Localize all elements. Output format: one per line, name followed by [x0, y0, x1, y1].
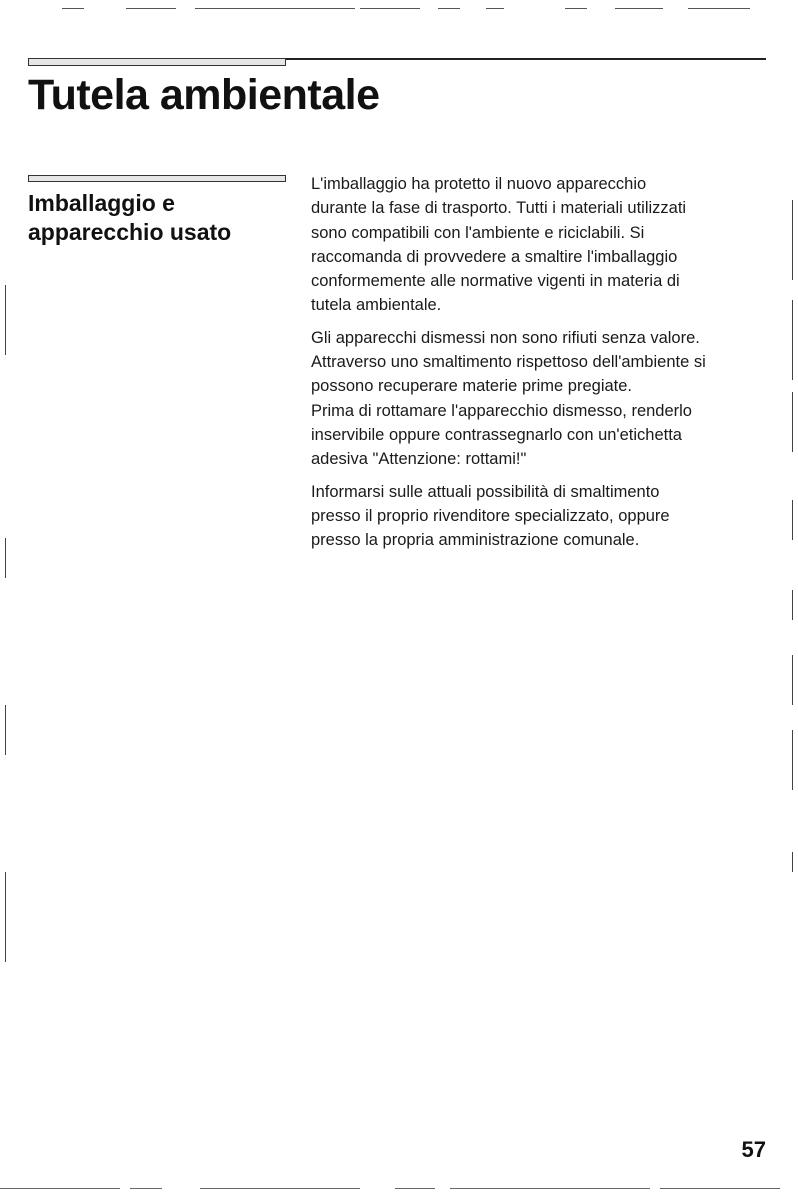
section-heading-line-2: apparecchio usato [28, 219, 232, 245]
scan-mark-right [792, 590, 793, 620]
title-rule-box [28, 58, 286, 66]
scan-mark-right [792, 500, 793, 540]
section-rule-box [28, 175, 286, 182]
scan-mark-right [792, 655, 793, 705]
title-rule-line [286, 58, 766, 60]
page-number: 57 [741, 1137, 766, 1162]
text-line: tutela ambientale. [311, 296, 442, 315]
text-line: Prima di rottamare l'apparecchio dismesso, renderlo [311, 401, 692, 420]
scan-mark-right [792, 300, 793, 380]
paragraph-old-appliance [311, 326, 771, 472]
text-line: Attraverso uno smaltimento rispettoso dell'ambiente si [311, 353, 706, 372]
page-title: Tutela ambientale [28, 71, 380, 119]
text-line: presso la propria amministrazione comunale. [311, 531, 640, 550]
text-line: presso il proprio rivenditore specializzato, oppure [311, 506, 670, 525]
scan-mark-left [5, 872, 6, 962]
body-text-column [311, 172, 771, 560]
text-line: conformemente alle normative vigenti in materia di [311, 272, 680, 291]
text-line: durante la fase di trasporto. Tutti i materiali utilizzati [311, 199, 687, 218]
scan-mark-right [792, 200, 793, 280]
text-line: Informarsi sulle attuali possibilità di smaltimento [311, 482, 660, 501]
scan-mark-right [792, 730, 793, 790]
scan-edge-top [0, 8, 798, 11]
paragraph-disposal-info [311, 480, 771, 553]
text-line: sono compatibili con l'ambiente e riciclabili. Si [311, 223, 645, 242]
scan-edge-bottom [0, 1188, 798, 1190]
scan-mark-right [792, 392, 793, 452]
section-heading [28, 189, 298, 247]
scan-mark-right [792, 852, 793, 872]
paragraph-packaging [311, 172, 771, 318]
text-line: raccomanda di provvedere a smaltire l'imballaggio [311, 247, 678, 266]
text-line: adesiva "Attenzione: rottami!" [311, 450, 527, 469]
text-line: Gli apparecchi dismessi non sono rifiuti senza valore. [311, 328, 700, 347]
text-line: inservibile oppure contrassegnarlo con un'etichetta [311, 425, 682, 444]
text-line: possono recuperare materie prime pregiate. [311, 377, 633, 396]
scan-mark-left [5, 285, 6, 355]
scan-mark-left [5, 705, 6, 755]
scan-mark-left [5, 538, 6, 578]
section-heading-line-1: Imballaggio e [28, 190, 175, 216]
text-line: L'imballaggio ha protetto il nuovo apparecchio [311, 175, 647, 193]
